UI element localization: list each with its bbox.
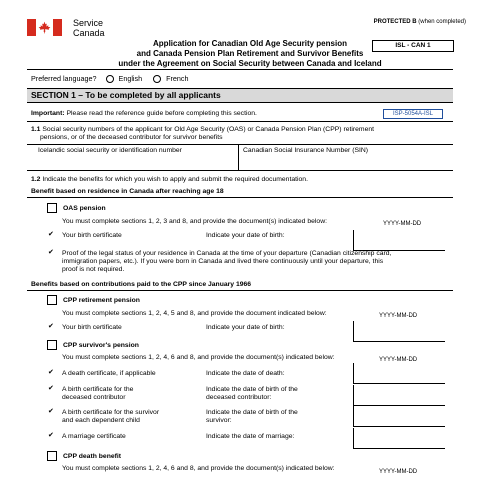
service-canada-wordmark <box>73 18 105 38</box>
text-line: immigration papers, etc.). If you were born in Canada and lived there continuously until your departure, this <box>62 258 384 265</box>
cpp-survivor-instructions: You must complete sections 1, 2, 4, 6 and 8, and provide the document(s) indicated below: <box>62 354 335 361</box>
contribution-benefits-header: Benefits based on contributions paid to the CPP since January 1966 <box>31 281 252 288</box>
cpp-survivor-doc-survivor-birth <box>62 409 159 425</box>
cpp-survivor-death-date-input[interactable] <box>353 363 445 384</box>
icelandic-ssn-input[interactable] <box>38 156 236 170</box>
oas-instructions: You must complete sections 1, 2, 3 and 8, and provide the document(s) indicated below: <box>62 218 327 225</box>
english-label: English <box>118 74 143 83</box>
date-format-hint: YYYY-MM-DD <box>379 469 418 475</box>
section-1-header: SECTION 1 – To be completed by all applicants <box>27 88 453 103</box>
divider <box>27 290 453 291</box>
cpp-death-benefit-title: CPP death benefit <box>63 453 122 460</box>
canada-flag-logo <box>27 19 62 36</box>
cpp-survivor-title: CPP survivor's pension <box>63 342 139 349</box>
question-text-line-2: pensions, or of the deceased contributor for survivor benefits <box>40 134 223 141</box>
french-label: French <box>166 74 189 83</box>
text-line: Indicate the date of birth of the <box>206 409 298 416</box>
cpp-retirement-checkbox[interactable] <box>47 295 57 305</box>
title-line-3: under the Agreement on Social Security between Canada and Iceland <box>118 59 382 68</box>
divider <box>27 197 453 198</box>
date-format-hint: YYYY-MM-DD <box>379 357 418 363</box>
protected-notice <box>374 19 466 25</box>
cpp-survivor-survivor-birth-date-input[interactable] <box>353 406 445 427</box>
cpp-survivor-doc-contributor-birth <box>62 386 133 402</box>
important-text: Please read the reference guide before completing this section. <box>66 110 257 117</box>
cpp-survivor-contributor-birth-label <box>206 386 298 402</box>
cpp-death-benefit-checkbox[interactable] <box>47 451 57 461</box>
cpp-retirement-birth-date-input[interactable] <box>353 321 445 342</box>
check-icon: ✔ <box>48 432 54 439</box>
protected-level: PROTECTED B <box>373 19 417 25</box>
cpp-retirement-birth-date-label: Indicate your date of birth: <box>206 324 285 331</box>
cpp-survivor-checkbox[interactable] <box>47 340 57 350</box>
cpp-death-benefit-instructions: You must complete sections 1, 2, 4, 6 and 8, and provide the document(s) indicated below: <box>62 465 335 472</box>
cpp-survivor-doc-marriage-certificate: A marriage certificate <box>62 433 126 440</box>
cpp-retirement-title: CPP retirement pension <box>63 297 140 304</box>
oas-birth-date-input[interactable] <box>353 230 445 251</box>
cpp-retirement-instructions: You must complete sections 1, 2, 4, 5 and 8, and provide the document indicated below: <box>62 310 327 317</box>
sin-label: Canadian Social Insurance Number (SIN) <box>243 147 369 154</box>
text-line: deceased contributor: <box>206 394 272 401</box>
cpp-survivor-death-date-label: Indicate the date of death: <box>206 370 285 377</box>
oas-pension-checkbox[interactable] <box>47 203 57 213</box>
residence-benefit-header: Benefit based on residence in Canada after reaching age 18 <box>31 188 224 195</box>
language-label: Preferred language? <box>31 74 97 83</box>
guide-reference-link[interactable]: ISP-5054A-ISL <box>383 109 443 119</box>
oas-doc-birth-certificate: Your birth certificate <box>62 232 122 239</box>
check-icon: ✔ <box>48 323 54 330</box>
question-1-1 <box>31 126 451 142</box>
brand-line-2: Canada <box>73 28 105 38</box>
question-text-line-1: Social security numbers of the applicant for Old Age Security (OAS) or Canada Pension Plan (CPP) retirement <box>42 126 375 133</box>
check-icon: ✔ <box>48 408 54 415</box>
oas-pension-title: OAS pension <box>63 205 106 212</box>
check-icon: ✔ <box>48 231 54 238</box>
text-line: proof is not required. <box>62 266 125 273</box>
english-radio[interactable] <box>106 75 114 83</box>
divider <box>27 170 453 171</box>
question-text: Indicate the benefits for which you wish to apply and submit the required documentation. <box>42 176 308 183</box>
important-label: Important: <box>31 110 65 117</box>
important-note <box>31 110 257 117</box>
check-icon: ✔ <box>48 385 54 392</box>
oas-birth-date-label: Indicate your date of birth: <box>206 232 285 239</box>
sin-input[interactable] <box>243 156 451 170</box>
cpp-survivor-doc-death-certificate: A death certificate, if applicable <box>62 370 156 377</box>
text-line: A birth certificate for the <box>62 386 134 393</box>
text-line: Indicate the date of birth of the <box>206 386 298 393</box>
field-separator <box>238 144 239 170</box>
text-line: Proof of the legal status of your residence in Canada at the time of your departure (Canadian citizenship card, <box>62 250 392 257</box>
protected-qualifier: (when completed) <box>418 19 466 25</box>
text-line: A birth certificate for the survivor <box>62 409 160 416</box>
date-format-hint: YYYY-MM-DD <box>379 313 418 319</box>
check-icon: ✔ <box>48 249 54 256</box>
title-line-1: Application for Canadian Old Age Security pension <box>153 39 347 48</box>
french-radio[interactable] <box>153 75 161 83</box>
cpp-survivor-survivor-birth-label <box>206 409 298 425</box>
cpp-survivor-marriage-date-label: Indicate the date of marriage: <box>206 433 295 440</box>
question-number: 1.1 <box>31 126 41 133</box>
form-number-badge: ISL - CAN 1 <box>372 40 454 52</box>
divider <box>27 121 453 122</box>
cpp-survivor-contributor-birth-date-input[interactable] <box>353 385 445 406</box>
maple-leaf-icon <box>38 21 51 34</box>
question-1-2 <box>31 176 308 184</box>
divider <box>27 144 453 145</box>
oas-doc-legal-status <box>62 250 452 274</box>
title-line-2: and Canada Pension Plan Retirement and Survivor Benefits <box>136 49 364 58</box>
question-number: 1.2 <box>31 176 41 183</box>
brand-line-1: Service <box>73 18 104 28</box>
header-divider <box>27 69 453 70</box>
text-line: deceased contributor <box>62 394 126 401</box>
icelandic-ssn-label: Icelandic social security or identification number <box>38 147 182 154</box>
cpp-survivor-marriage-date-input[interactable] <box>353 428 445 449</box>
preferred-language-row <box>31 74 189 83</box>
text-line: and each dependent child <box>62 417 140 424</box>
date-format-hint: YYYY-MM-DD <box>383 221 422 227</box>
cpp-retirement-doc-birth-certificate: Your birth certificate <box>62 324 122 331</box>
text-line: survivor: <box>206 417 232 424</box>
check-icon: ✔ <box>48 369 54 376</box>
